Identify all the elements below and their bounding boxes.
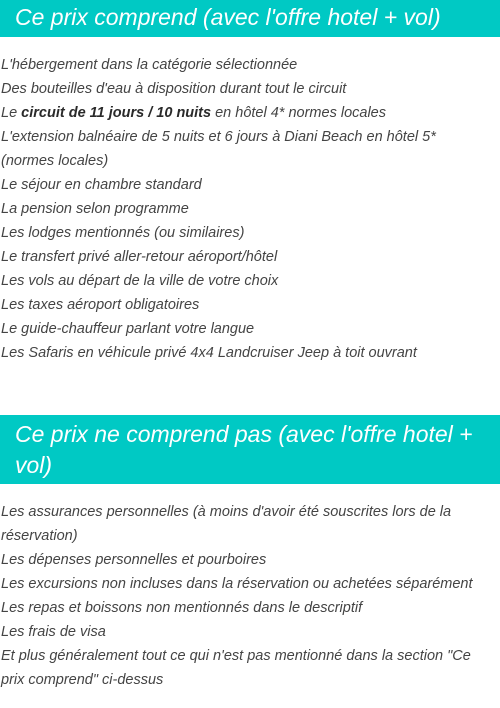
list-item: Les assurances personnelles (à moins d'avoir été souscrites lors de la réservation) (1, 504, 452, 544)
item-bold-text: circuit de 11 jours / 10 nuits (21, 105, 212, 121)
item-suffix: en hôtel 4* normes locales (211, 105, 386, 121)
list-item: La pension selon programme (1, 201, 189, 217)
list-item: L'hébergement dans la catégorie sélectionnée (1, 57, 298, 73)
list-item (0, 101, 490, 125)
list-item: L'extension balnéaire de 5 nuits et 6 jours à Diani Beach en hôtel 5* (normes locales) (1, 129, 436, 169)
list-item: Les repas et boissons non mentionnés dans le descriptif (1, 600, 363, 616)
list-item: Des bouteilles d'eau à disposition durant tout le circuit (1, 81, 347, 97)
list-item: Le guide-chauffeur parlant votre langue (1, 321, 255, 337)
list-item: Le séjour en chambre standard (1, 177, 202, 193)
list-item: Les Safaris en véhicule privé 4x4 Landcruiser Jeep à toit ouvrant (1, 345, 417, 361)
list-item: Les frais de visa (1, 624, 106, 640)
includes-list (0, 53, 500, 365)
list-item: Et plus généralement tout ce qui n'est pas mentionné dans la section "Ce prix comprend" ci-dessus (1, 648, 471, 688)
excludes-section-title: Ce prix ne comprend pas (avec l'offre hotel + vol) (0, 415, 500, 484)
list-item: Le transfert privé aller-retour aéroport/hôtel (1, 249, 278, 265)
includes-section-title: Ce prix comprend (avec l'offre hotel + vol) (0, 0, 500, 37)
list-item: Les lodges mentionnés (ou similaires) (1, 225, 245, 241)
list-item: Les taxes aéroport obligatoires (1, 297, 200, 313)
list-item: Les dépenses personnelles et pourboires (1, 552, 267, 568)
list-item: Les excursions non incluses dans la réservation ou achetées séparément (1, 576, 473, 592)
item-prefix: Le (1, 105, 22, 121)
excludes-list (0, 500, 500, 692)
list-item: Les vols au départ de la ville de votre choix (1, 273, 279, 289)
